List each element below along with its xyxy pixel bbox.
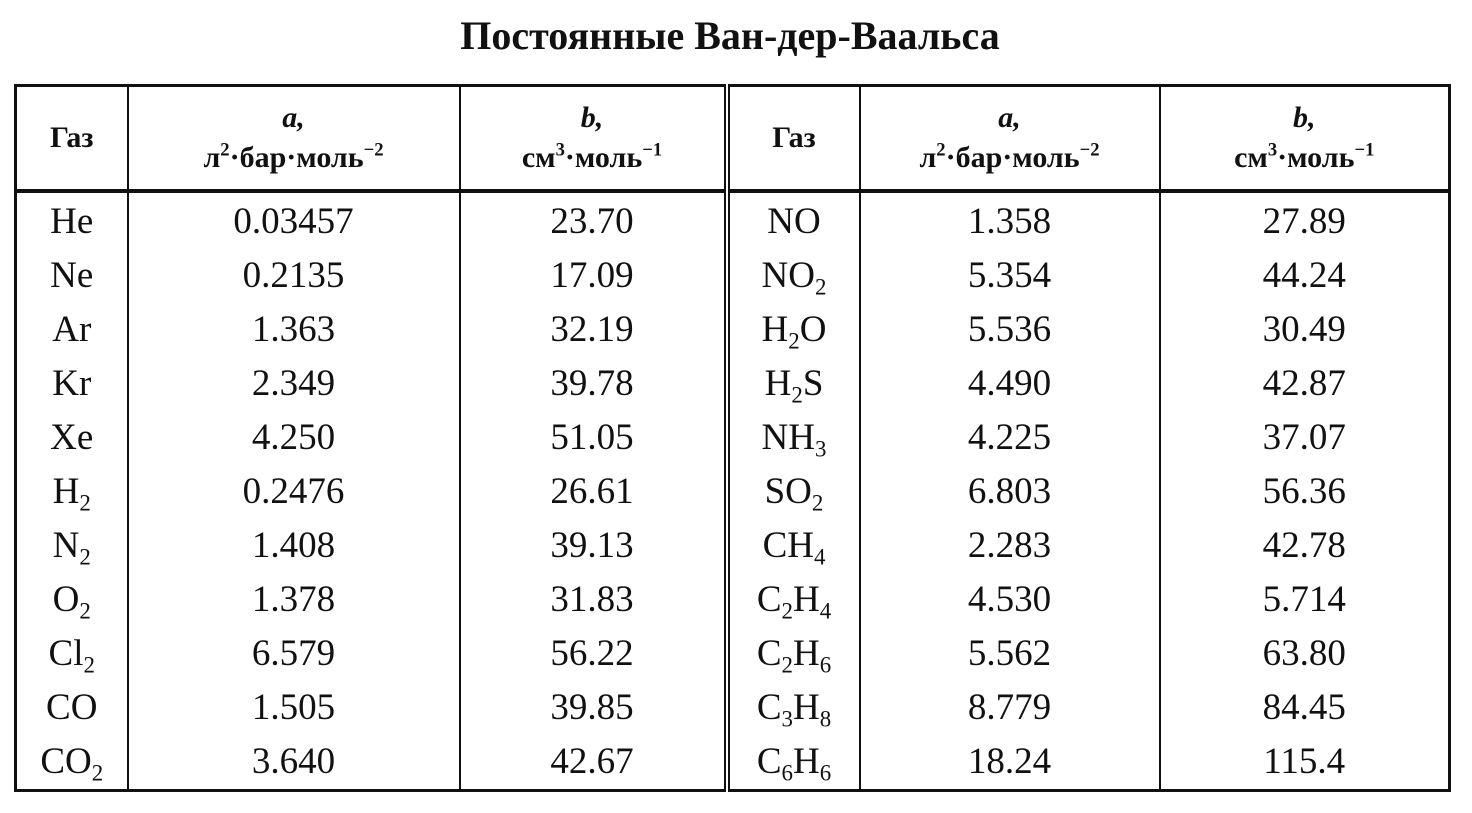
a-value-cell: 1.363 [128, 303, 460, 357]
a-value-cell: 4.225 [860, 411, 1160, 465]
b-value-cell: 56.22 [460, 627, 727, 681]
header-b-left [460, 86, 727, 192]
b-value-cell: 84.45 [1160, 681, 1450, 735]
a-value-cell: 4.530 [860, 573, 1160, 627]
gas-cell: $CH_4$ [727, 519, 860, 573]
a-value-cell: 0.2135 [128, 249, 460, 303]
gas-cell: $C_2H_6$ [727, 627, 860, 681]
b-value-cell: 5.714 [1160, 573, 1450, 627]
gas-cell: $SO_2$ [727, 465, 860, 519]
header-b-symbol: b, [580, 101, 604, 134]
b-value-cell: 17.09 [460, 249, 727, 303]
table-row [16, 465, 1450, 519]
b-value-cell: 31.83 [460, 573, 727, 627]
a-value-cell: 3.640 [128, 735, 460, 791]
a-value-cell: 5.354 [860, 249, 1160, 303]
b-value-cell: 42.78 [1160, 519, 1450, 573]
table-row [16, 735, 1450, 791]
gas-cell: $NO_2$ [727, 249, 860, 303]
table-row [16, 191, 1450, 249]
a-value-cell: 4.490 [860, 357, 1160, 411]
b-value-cell: 30.49 [1160, 303, 1450, 357]
gas-cell: $NH_3$ [727, 411, 860, 465]
header-a-symbol: a, [998, 101, 1021, 134]
table-row [16, 519, 1450, 573]
a-value-cell: 1.378 [128, 573, 460, 627]
gas-cell: $H_2O$ [727, 303, 860, 357]
gas-cell: CO [46, 687, 98, 728]
header-a-symbol: a, [282, 101, 305, 134]
gas-cell: He [50, 201, 94, 242]
header-gas-left: Газ [16, 86, 128, 192]
header-a-left [128, 86, 460, 192]
a-value-cell: 1.408 [128, 519, 460, 573]
header-a-right [860, 86, 1160, 192]
a-value-cell: 5.562 [860, 627, 1160, 681]
gas-cell: Ar [52, 309, 92, 350]
gas-cell: $CO_2$ [40, 741, 104, 786]
gas-cell: Xe [50, 417, 94, 458]
a-value-cell: 2.283 [860, 519, 1160, 573]
a-value-cell: 1.505 [128, 681, 460, 735]
b-value-cell: 44.24 [1160, 249, 1450, 303]
a-value-cell: 1.358 [860, 191, 1160, 249]
b-value-cell: 26.61 [460, 465, 727, 519]
header-a-unit: $л^2\cdot бар\cdot моль^{-2}$ [203, 139, 384, 174]
a-value-cell: 5.536 [860, 303, 1160, 357]
table-body [16, 191, 1450, 791]
header-b-unit: $см^3\cdot моль^{-1}$ [521, 139, 663, 174]
b-value-cell: 42.67 [460, 735, 727, 791]
b-value-cell: 39.78 [460, 357, 727, 411]
header-b-right [1160, 86, 1450, 192]
b-value-cell: 63.80 [1160, 627, 1450, 681]
header-a-unit: $л^2\cdot бар\cdot моль^{-2}$ [919, 139, 1100, 174]
table-title: Постоянные Ван-дер-Ваальса [460, 13, 1000, 58]
gas-cell: NO [727, 191, 860, 249]
gas-cell: $H_2$ [52, 471, 91, 516]
a-value-cell: 0.2476 [128, 465, 460, 519]
table-row [16, 681, 1450, 735]
header-gas-right: Газ [727, 86, 860, 192]
b-value-cell: 51.05 [460, 411, 727, 465]
b-value-cell: 42.87 [1160, 357, 1450, 411]
gas-cell: Ne [50, 255, 94, 296]
b-value-cell: 115.4 [1160, 735, 1450, 791]
table-row [16, 303, 1450, 357]
gas-cell: $N_2$ [52, 525, 91, 570]
gas-cell: $C_6H_6$ [727, 735, 860, 791]
a-value-cell: 18.24 [860, 735, 1160, 791]
a-value-cell: 6.803 [860, 465, 1160, 519]
gas-cell: $C_2H_4$ [727, 573, 860, 627]
b-value-cell: 32.19 [460, 303, 727, 357]
b-value-cell: 23.70 [460, 191, 727, 249]
gas-cell: $O_2$ [52, 579, 91, 624]
table-row [16, 357, 1450, 411]
b-value-cell: 56.36 [1160, 465, 1450, 519]
a-value-cell: 6.579 [128, 627, 460, 681]
gas-cell: Kr [52, 363, 92, 404]
table-row [16, 627, 1450, 681]
a-value-cell: 0.03457 [128, 191, 460, 249]
gas-cell: $Cl_2$ [48, 633, 95, 678]
a-value-cell: 4.250 [128, 411, 460, 465]
b-value-cell: 37.07 [1160, 411, 1450, 465]
b-value-cell: 39.13 [460, 519, 727, 573]
table-row [16, 573, 1450, 627]
b-value-cell: 27.89 [1160, 191, 1450, 249]
header-b-unit: $см^3\cdot моль^{-1}$ [1234, 139, 1375, 174]
van-der-waals-table [14, 84, 1451, 792]
a-value-cell: 8.779 [860, 681, 1160, 735]
gas-cell: $H_2S$ [727, 357, 860, 411]
a-value-cell: 2.349 [128, 357, 460, 411]
b-value-cell: 39.85 [460, 681, 727, 735]
table-row [16, 249, 1450, 303]
header-b-symbol: b, [1293, 101, 1316, 134]
table-row [16, 411, 1450, 465]
gas-cell: $C_3H_8$ [727, 681, 860, 735]
table-header-row [16, 86, 1450, 192]
